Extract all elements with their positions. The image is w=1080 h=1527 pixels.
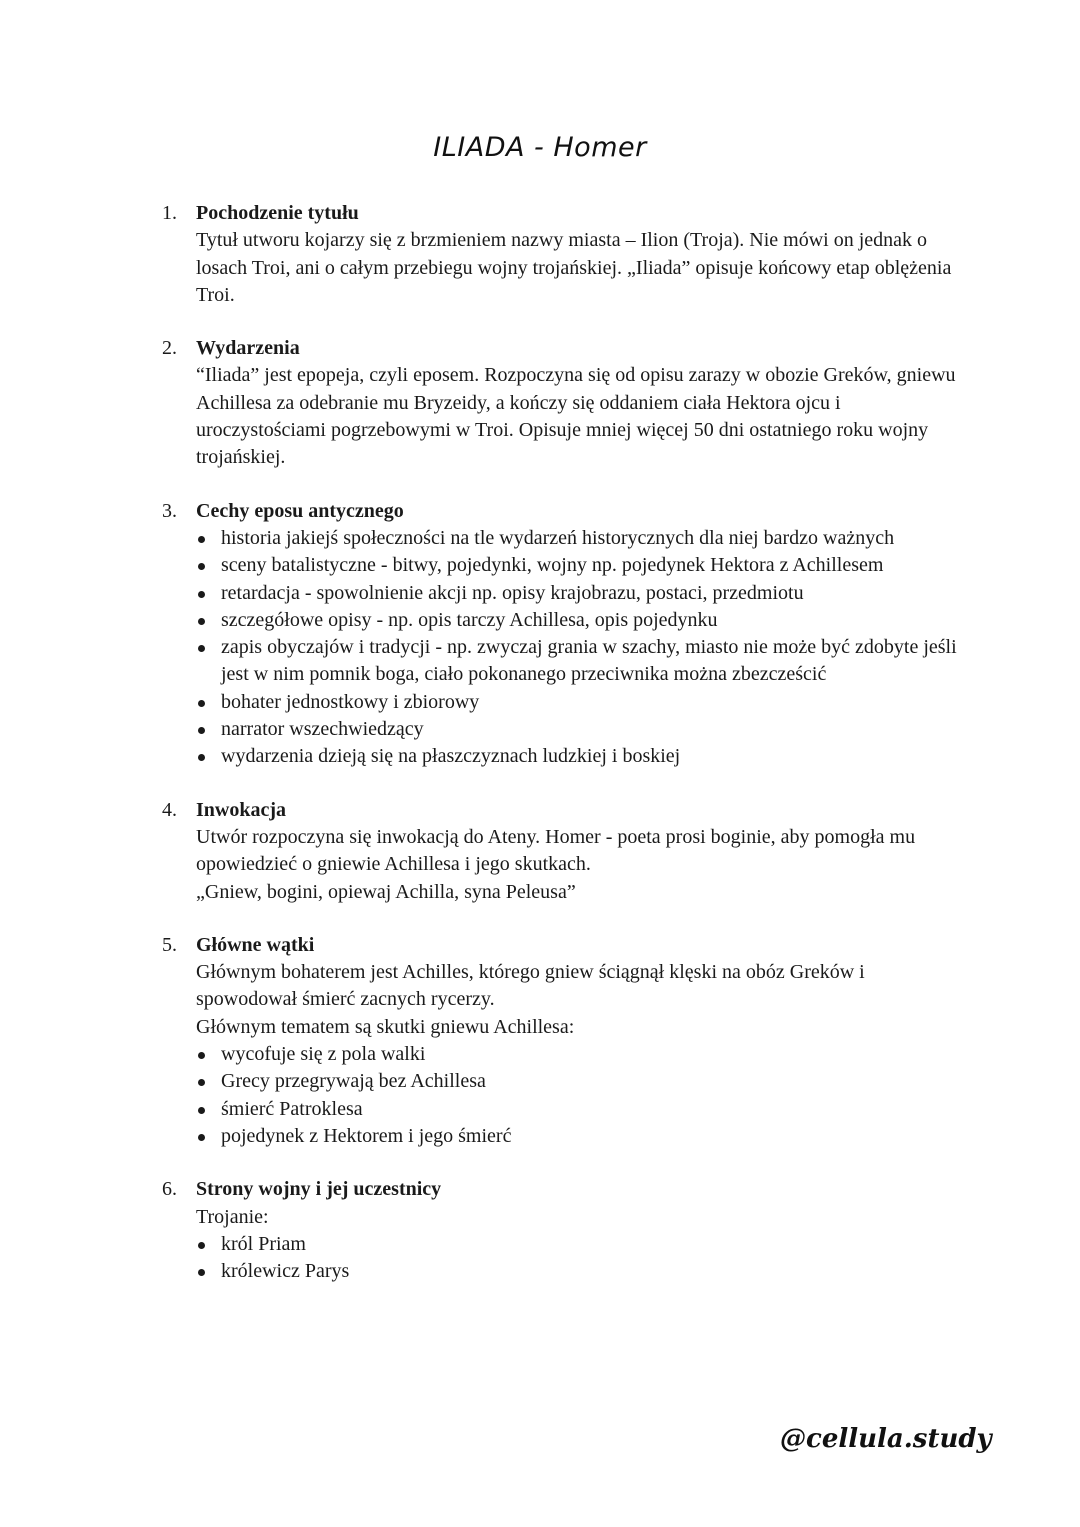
- bullet-item: Grecy przegrywają bez Achillesa: [196, 1068, 962, 1095]
- bullet-item: retardacja - spowolnienie akcji np. opisy krajobrazu, postaci, przedmiotu: [196, 580, 962, 607]
- sections-list: [162, 200, 962, 1311]
- bullet-item: śmierć Patroklesa: [196, 1096, 962, 1123]
- section-item: [162, 1176, 962, 1285]
- bullet-item: historia jakiejś społeczności na tle wydarzeń historycznych dla niej bardzo ważnych: [196, 525, 962, 552]
- bullet-item: szczegółowe opisy - np. opis tarczy Achillesa, opis pojedynku: [196, 607, 962, 634]
- section-heading: Strony wojny i jej uczestnicy: [196, 1178, 442, 1201]
- section-heading: Inwokacja: [196, 798, 287, 821]
- author-signature: @cellula.study: [780, 1424, 992, 1454]
- section-item: [162, 498, 962, 771]
- section-number: 4.: [162, 798, 177, 821]
- section-paragraph: Trojanie:: [196, 1205, 269, 1228]
- bullet-item: sceny batalistyczne - bitwy, pojedynki, wojny np. pojedynek Hektora z Achillesem: [196, 552, 962, 579]
- bullet-item: król Priam: [196, 1231, 962, 1258]
- bullet-list: [196, 1231, 962, 1286]
- section-paragraph: “Iliada” jest epopeja, czyli eposem. Rozpoczyna się od opisu zarazy w obozie Greków, gniewu Achillesa za odebranie mu Bryzeidy, a kończy się oddaniem ciała Hektora ojcu i uroczystościami pogrzebowymi w Troi. Opisuje mniej więcej 50 dni ostatniego roku wojny trojańskiej.: [196, 364, 956, 469]
- section-number: 6.: [162, 1178, 177, 1201]
- section-item: [162, 932, 962, 1150]
- section-paragraph: Głównym tematem są skutki gniewu Achillesa:: [196, 1015, 575, 1038]
- bullet-list: [196, 525, 962, 771]
- bullet-item: pojedynek z Hektorem i jego śmierć: [196, 1123, 962, 1150]
- section-item: [162, 335, 962, 471]
- bullet-item: bohater jednostkowy i zbiorowy: [196, 689, 962, 716]
- bullet-item: wycofuje się z pola walki: [196, 1041, 962, 1068]
- bullet-item: zapis obyczajów i tradycji - np. zwyczaj grania w szachy, miasto nie może być zdobyte jeśli jest w nim pomnik boga, ciało pokonanego przeciwnika można zbezcześcić: [196, 634, 962, 689]
- section-item: [162, 200, 962, 309]
- document-title: ILIADA - Homer: [433, 132, 647, 163]
- section-item: [162, 797, 962, 906]
- section-heading: Wydarzenia: [196, 337, 300, 360]
- bullet-item: królewicz Parys: [196, 1258, 962, 1285]
- bullet-item: narrator wszechwiedzący: [196, 716, 962, 743]
- section-number: 5.: [162, 933, 177, 956]
- bullet-list: [196, 1041, 962, 1150]
- section-paragraph: Utwór rozpoczyna się inwokacją do Ateny. Homer - poeta prosi boginie, aby pomogła mu opowiedzieć o gniewie Achillesa i jego skutkach.: [196, 825, 916, 876]
- section-heading: Cechy eposu antycznego: [196, 499, 404, 522]
- section-paragraph: „Gniew, bogini, opiewaj Achilla, syna Peleusa”: [196, 880, 576, 903]
- section-heading: Główne wątki: [196, 933, 315, 956]
- section-number: 1.: [162, 202, 177, 224]
- section-number: 3.: [162, 499, 177, 522]
- section-paragraph: Tytuł utworu kojarzy się z brzmieniem nazwy miasta – Ilion (Troja). Nie mówi on jednak o losach Troi, ani o całym przebiegu wojny trojańskiej. „Iliada” opisuje końcowy etap oblężenia Troi.: [196, 229, 952, 306]
- section-paragraph: Głównym bohaterem jest Achilles, którego gniew ściągnął klęski na obóz Greków i spowodował śmierć zacnych rycerzy.: [196, 961, 865, 1011]
- bullet-item: wydarzenia dzieją się na płaszczyznach ludzkiej i boskiej: [196, 743, 962, 770]
- section-heading: Pochodzenie tytułu: [196, 202, 359, 224]
- section-number: 2.: [162, 337, 177, 360]
